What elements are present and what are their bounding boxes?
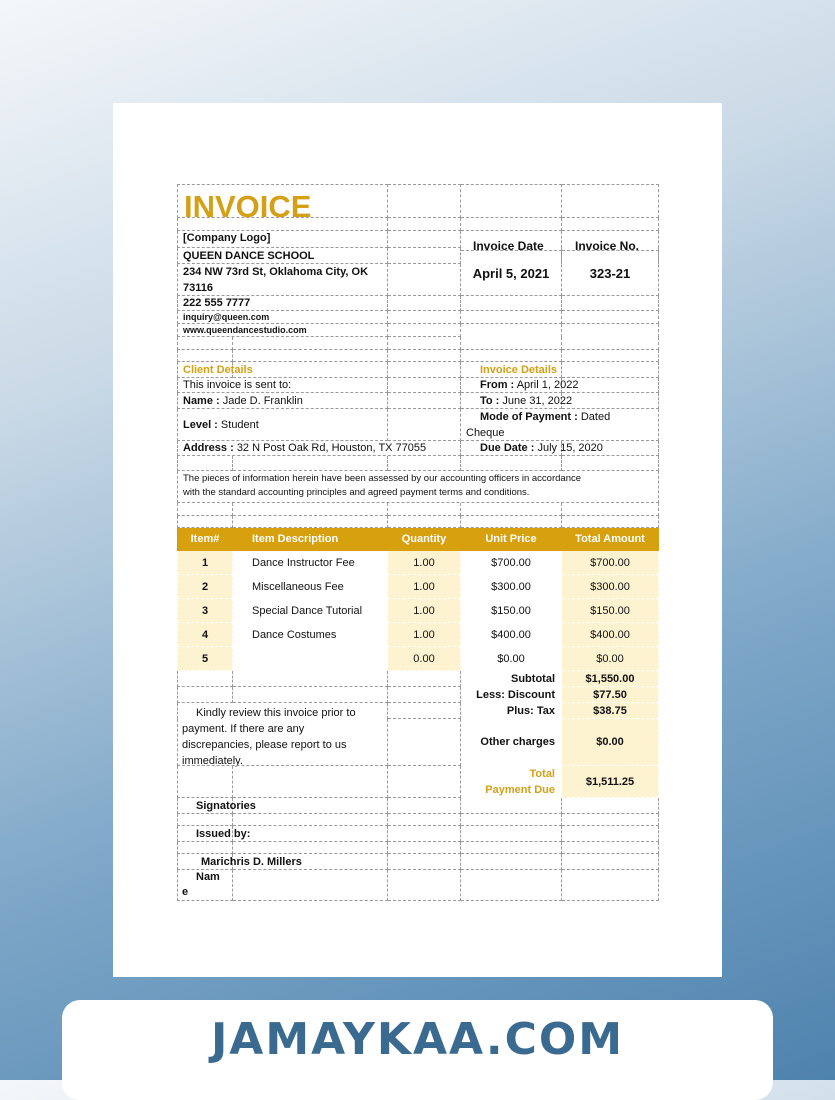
- invoice-no-label: Invoice No.: [575, 239, 640, 253]
- items-table-header: [177, 528, 659, 551]
- company-address: 234 NW 73rd St, Oklahoma City, OK 73116: [177, 264, 388, 296]
- client-address: Address : 32 N Post Oak Rd, Houston, TX 77055: [177, 441, 461, 456]
- invoice-details-heading: Invoice Details: [461, 362, 562, 378]
- invoice-date-label: Invoice Date: [473, 239, 544, 253]
- invoice-page: [113, 103, 722, 977]
- client-level: Level : Student: [177, 409, 388, 441]
- signer-name: Marichris D. Millers: [177, 854, 233, 870]
- review-remark: Kindly review this invoice prior to payment. If there are any discrepancies, please report to us immediately.: [182, 707, 356, 767]
- signatories-label: Signatories: [177, 798, 233, 814]
- total-payment-due-label: Total Payment Due: [461, 766, 562, 798]
- company-name: QUEEN DANCE SCHOOL: [177, 248, 388, 264]
- tax-label: Plus: Tax: [461, 703, 562, 719]
- watermark-text: JAMAYKAA.COM: [210, 1014, 625, 1065]
- client-details-heading: Client Details: [177, 362, 233, 378]
- mode-of-payment: Mode of Payment : Dated Cheque: [461, 409, 659, 441]
- company-phone: 222 555 7777: [177, 296, 388, 311]
- client-name: Name : Jade D. Franklin: [177, 393, 388, 409]
- col-quantity: Quantity: [388, 528, 461, 551]
- table-row: 4 Dance Costumes 1.00 $400.00 $400.00: [177, 623, 659, 647]
- total-payment-due-value: $1,511.25: [562, 766, 659, 798]
- col-item-description: Item Description: [233, 528, 388, 551]
- issued-by-label: Issued by:: [177, 826, 233, 842]
- other-charges-label: Other charges: [461, 719, 562, 766]
- col-total-amount: Total Amount: [562, 528, 659, 551]
- table-row: 1 Dance Instructor Fee 1.00 $700.00 $700.00: [177, 551, 659, 575]
- company-email: inquiry@queen.com: [177, 311, 388, 324]
- other-charges-value: $0.00: [562, 719, 659, 766]
- col-unit-price: Unit Price: [461, 528, 562, 551]
- name-label: Nam e: [177, 870, 233, 901]
- table-row: 5 0.00 $0.00 $0.00: [177, 647, 659, 671]
- period-from: From : April 1, 2022: [461, 378, 562, 393]
- invoice-sheet: [177, 184, 659, 901]
- accounting-note: The pieces of information herein have been assessed by our accounting officers in accordance with the standard accounting principles and agreed payment terms and conditions.: [177, 471, 659, 503]
- table-row: 2 Miscellaneous Fee 1.00 $300.00 $300.00: [177, 575, 659, 599]
- invoice-date: April 5, 2021: [461, 250, 562, 296]
- client-sent-to: This invoice is sent to:: [177, 378, 388, 393]
- discount-label: Less: Discount: [461, 687, 562, 703]
- watermark-banner: [62, 1000, 773, 1100]
- col-item-number: Item#: [177, 528, 233, 551]
- subtotal-label: Subtotal: [461, 671, 562, 687]
- table-row: 3 Special Dance Tutorial 1.00 $150.00 $150.00: [177, 599, 659, 623]
- invoice-number: 323-21: [562, 250, 659, 296]
- period-to: To : June 31, 2022: [461, 393, 562, 409]
- discount-value: $77.50: [562, 687, 659, 703]
- due-date: Due Date : July 15, 2020: [461, 441, 562, 456]
- invoice-title: INVOICE: [177, 184, 388, 218]
- tax-value: $38.75: [562, 703, 659, 719]
- company-website: www.queendancestudio.com: [177, 324, 388, 337]
- subtotal-value: $1,550.00: [562, 671, 659, 687]
- company-logo-placeholder: [Company Logo]: [177, 231, 388, 248]
